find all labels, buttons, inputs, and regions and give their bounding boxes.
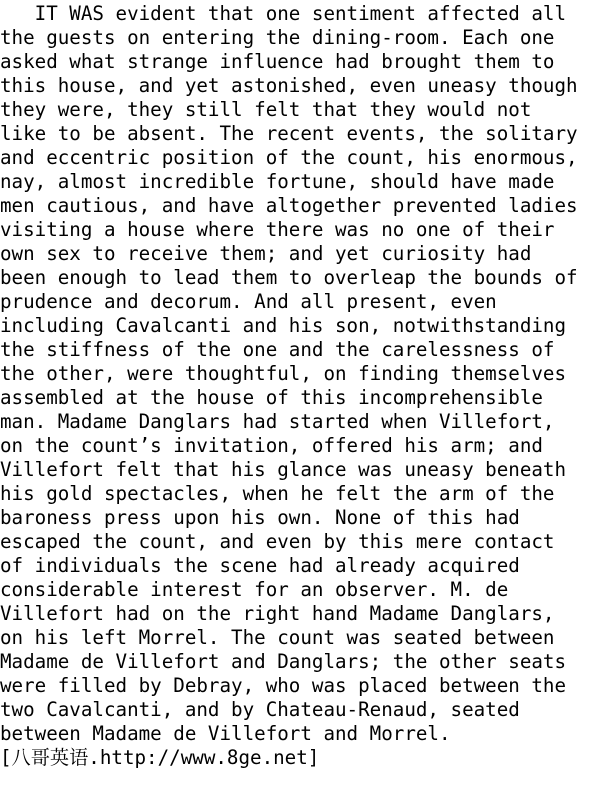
text-line: the other, were thoughtful, on finding themselves bbox=[0, 362, 567, 385]
text-line: Villefort had on the right hand Madame Danglars, bbox=[0, 602, 555, 625]
text-line: of individuals the scene had already acquired bbox=[0, 554, 520, 577]
text-line: escaped the count, and even by this mere contact bbox=[0, 530, 555, 553]
text-line: IT WAS evident that one sentiment affected all bbox=[0, 2, 567, 25]
text-line: Villefort felt that his glance was uneasy beneath bbox=[0, 458, 567, 481]
text-line: Madame de Villefort and Danglars; the other seats bbox=[0, 650, 567, 673]
text-line: including Cavalcanti and his son, notwithstanding bbox=[0, 314, 567, 337]
text-line: men cautious, and have altogether prevented ladies bbox=[0, 194, 578, 217]
text-line: were filled by Debray, who was placed between the bbox=[0, 674, 567, 697]
text-line: visiting a house where there was no one of their bbox=[0, 218, 555, 241]
text-line: the stiffness of the one and the carelessness of bbox=[0, 338, 555, 361]
text-line: nay, almost incredible fortune, should have made bbox=[0, 170, 555, 193]
text-line: man. Madame Danglars had started when Villefort, bbox=[0, 410, 555, 433]
text-line: assembled at the house of this incomprehensible bbox=[0, 386, 543, 409]
text-line: been enough to lead them to overleap the bounds of bbox=[0, 266, 578, 289]
source-link[interactable]: [八哥英语.http://www.8ge.net] bbox=[0, 746, 320, 769]
text-line: considerable interest for an observer. M. de bbox=[0, 578, 509, 601]
paragraph bbox=[0, 2, 600, 746]
text-line: asked what strange influence had brought them to bbox=[0, 50, 555, 73]
text-line: prudence and decorum. And all present, even bbox=[0, 290, 497, 313]
text-line: between Madame de Villefort and Morrel. bbox=[0, 722, 451, 745]
text-line: on the count’s invitation, offered his arm; and bbox=[0, 434, 543, 457]
text-line: his gold spectacles, when he felt the arm of the bbox=[0, 482, 555, 505]
text-line: this house, and yet astonished, even uneasy though bbox=[0, 74, 578, 97]
text-line: and eccentric position of the count, his enormous, bbox=[0, 146, 578, 169]
text-line: two Cavalcanti, and by Chateau-Renaud, seated bbox=[0, 698, 520, 721]
text-line: they were, they still felt that they would not bbox=[0, 98, 532, 121]
text-line: baroness press upon his own. None of this had bbox=[0, 506, 520, 529]
text-line: own sex to receive them; and yet curiosity had bbox=[0, 242, 532, 265]
text-line: like to be absent. The recent events, the solitary bbox=[0, 122, 578, 145]
text-line: the guests on entering the dining-room. Each one bbox=[0, 26, 555, 49]
text-line: on his left Morrel. The count was seated between bbox=[0, 626, 555, 649]
